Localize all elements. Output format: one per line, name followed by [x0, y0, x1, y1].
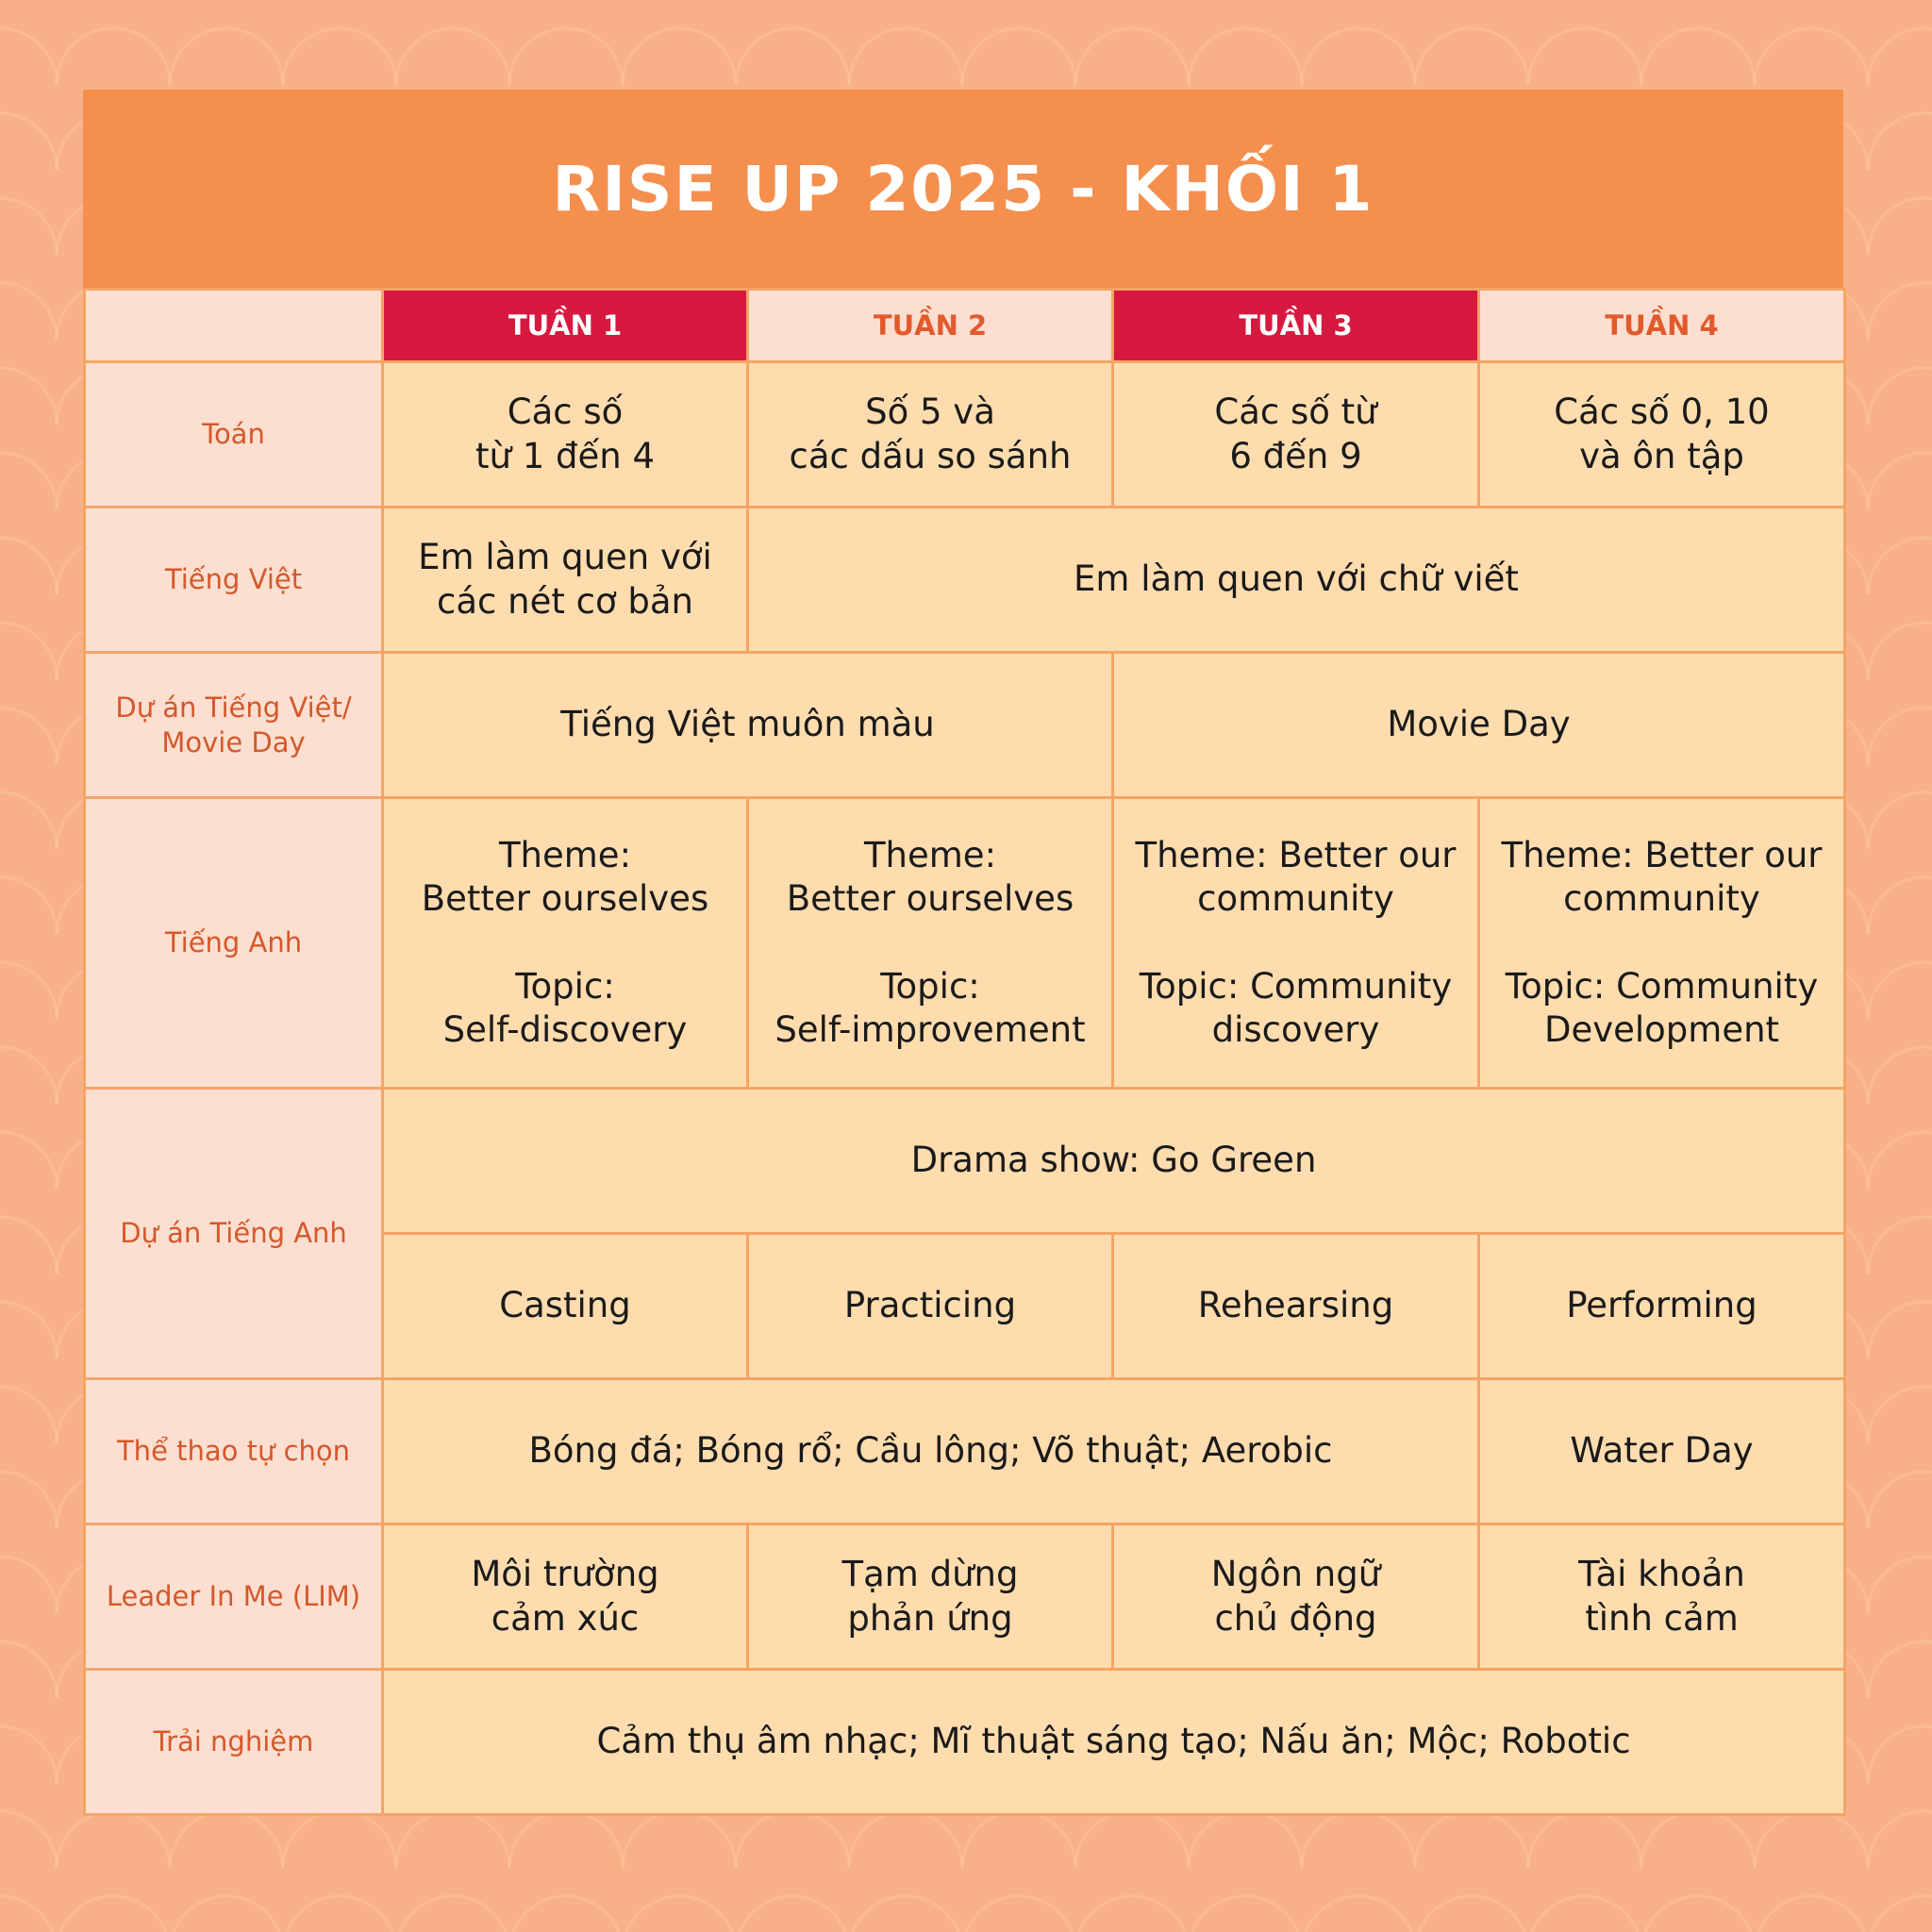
tieng-anh-week-4	[1479, 798, 1845, 1089]
the-thao-week-4: Water Day	[1479, 1379, 1845, 1524]
schedule-card	[83, 90, 1843, 1816]
topic-text: Topic: Community discovery	[1139, 965, 1453, 1050]
stage-rehearsing: Rehearsing	[1113, 1234, 1479, 1379]
page-title: RISE UP 2025 - KHỐI 1	[552, 152, 1374, 225]
toan-week-4: Các số 0, 10 và ôn tập	[1479, 362, 1845, 508]
tieng-anh-week-1	[383, 798, 748, 1089]
theme-text: Theme: Better ourselves	[421, 835, 709, 920]
row-du-an-tieng-anh-project	[85, 1089, 1845, 1234]
week-header-row	[85, 290, 1845, 362]
week-4-header: TUẦN 4	[1479, 290, 1845, 362]
theme-text: Theme: Better our community	[1501, 835, 1823, 920]
row-toan	[85, 362, 1845, 508]
row-label-the-thao: Thể thao tự chọn	[85, 1379, 383, 1524]
trai-nghiem-all-weeks: Cảm thụ âm nhạc; Mĩ thuật sáng tạo; Nấu ăn; Mộc; Robotic	[383, 1670, 1845, 1815]
lim-week-1: Môi trường cảm xúc	[383, 1524, 748, 1670]
tieng-viet-week-1: Em làm quen với các nét cơ bản	[383, 508, 748, 653]
row-tieng-viet	[85, 508, 1845, 653]
lim-week-4: Tài khoản tình cảm	[1479, 1524, 1845, 1670]
row-label-tieng-anh: Tiếng Anh	[85, 798, 383, 1089]
week-3-header: TUẦN 3	[1113, 290, 1479, 362]
toan-week-2: Số 5 và các dấu so sánh	[748, 362, 1113, 508]
topic-text: Topic: Community Development	[1505, 965, 1819, 1050]
tieng-viet-weeks-2-4: Em làm quen với chữ viết	[748, 508, 1845, 653]
row-lim	[85, 1524, 1845, 1670]
the-thao-weeks-1-3: Bóng đá; Bóng rổ; Cầu lông; Võ thuật; Aerobic	[383, 1379, 1479, 1524]
corner-cell	[85, 290, 383, 362]
topic-text: Topic: Self-improvement	[774, 965, 1086, 1050]
row-tieng-anh	[85, 798, 1845, 1089]
theme-text: Theme: Better ourselves	[786, 835, 1074, 920]
header-banner	[83, 90, 1843, 288]
du-an-tieng-viet-weeks-1-2: Tiếng Việt muôn màu	[383, 653, 1113, 798]
row-label-du-an-tieng-viet: Dự án Tiếng Việt/ Movie Day	[85, 653, 383, 798]
theme-text: Theme: Better our community	[1135, 835, 1457, 920]
row-du-an-tieng-viet	[85, 653, 1845, 798]
stage-performing: Performing	[1479, 1234, 1845, 1379]
stage-practicing: Practicing	[748, 1234, 1113, 1379]
row-label-trai-nghiem: Trải nghiệm	[85, 1670, 383, 1815]
lim-week-3: Ngôn ngữ chủ động	[1113, 1524, 1479, 1670]
du-an-tieng-viet-weeks-3-4: Movie Day	[1113, 653, 1845, 798]
week-2-header: TUẦN 2	[748, 290, 1113, 362]
row-label-tieng-viet: Tiếng Việt	[85, 508, 383, 653]
week-1-header: TUẦN 1	[383, 290, 748, 362]
row-label-du-an-tieng-anh: Dự án Tiếng Anh	[85, 1089, 383, 1379]
tieng-anh-week-2	[748, 798, 1113, 1089]
stage-casting: Casting	[383, 1234, 748, 1379]
drama-show-cell: Drama show: Go Green	[383, 1089, 1845, 1234]
row-trai-nghiem	[85, 1670, 1845, 1815]
lim-week-2: Tạm dừng phản ứng	[748, 1524, 1113, 1670]
tieng-anh-week-3	[1113, 798, 1479, 1089]
row-label-toan: Toán	[85, 362, 383, 508]
topic-text: Topic: Self-discovery	[442, 965, 688, 1050]
toan-week-1: Các số từ 1 đến 4	[383, 362, 748, 508]
schedule-table	[83, 288, 1846, 1816]
row-label-lim: Leader In Me (LIM)	[85, 1524, 383, 1670]
toan-week-3: Các số từ 6 đến 9	[1113, 362, 1479, 508]
row-the-thao	[85, 1379, 1845, 1524]
